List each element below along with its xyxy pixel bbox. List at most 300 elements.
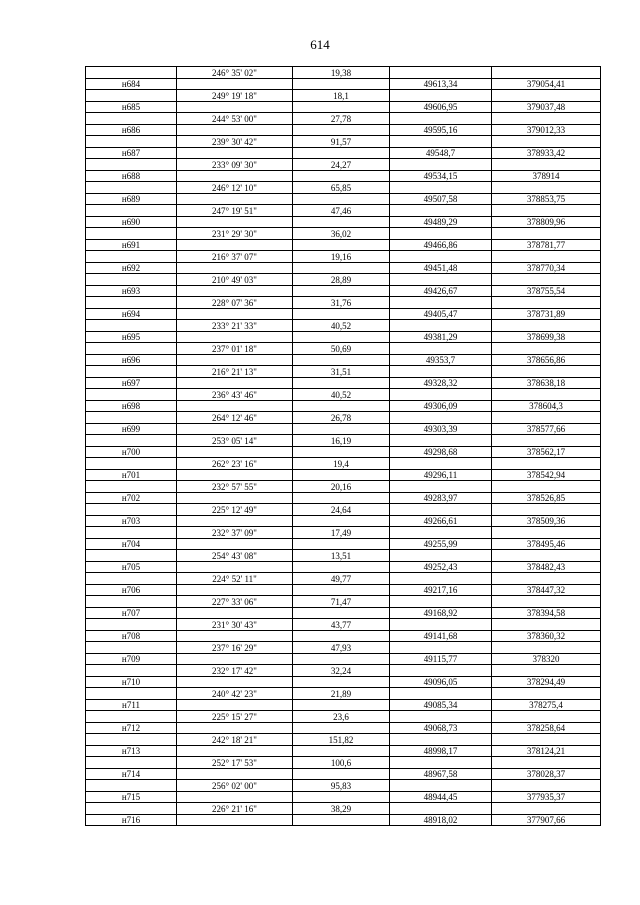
direction-angle-cell: 225° 15' 27" xyxy=(177,711,293,723)
point-id-cell: н696 xyxy=(86,354,177,366)
direction-angle-cell: 244° 53' 00" xyxy=(177,113,293,125)
empty-cell xyxy=(177,354,293,366)
point-id-cell: н694 xyxy=(86,308,177,320)
segment-length-cell: 18,1 xyxy=(293,90,390,102)
empty-cell xyxy=(293,469,390,481)
empty-cell xyxy=(177,308,293,320)
y-coordinate-cell: 378638,18 xyxy=(492,377,601,389)
empty-cell xyxy=(390,619,492,631)
x-coordinate-cell: 48967,58 xyxy=(390,768,492,780)
empty-cell xyxy=(390,136,492,148)
empty-cell xyxy=(390,665,492,677)
y-coordinate-cell: 377935,37 xyxy=(492,791,601,803)
y-coordinate-cell: 378495,46 xyxy=(492,538,601,550)
empty-cell xyxy=(293,699,390,711)
x-coordinate-cell: 49595,16 xyxy=(390,124,492,136)
empty-cell xyxy=(293,239,390,251)
empty-cell xyxy=(177,101,293,113)
y-coordinate-cell: 378577,66 xyxy=(492,423,601,435)
page-number: 614 xyxy=(310,37,330,52)
x-coordinate-cell: 49328,32 xyxy=(390,377,492,389)
point-row xyxy=(86,607,601,619)
point-row xyxy=(86,538,601,550)
point-id-cell: н685 xyxy=(86,101,177,113)
empty-cell xyxy=(293,124,390,136)
y-coordinate-cell: 378809,96 xyxy=(492,216,601,228)
empty-cell xyxy=(390,734,492,746)
empty-cell xyxy=(177,676,293,688)
x-coordinate-cell: 49381,29 xyxy=(390,331,492,343)
empty-cell xyxy=(86,711,177,723)
empty-cell xyxy=(492,205,601,217)
point-row xyxy=(86,814,601,826)
y-coordinate-cell: 378320 xyxy=(492,653,601,665)
point-id-cell: н701 xyxy=(86,469,177,481)
point-row xyxy=(86,216,601,228)
empty-cell xyxy=(86,343,177,355)
direction-angle-cell: 247° 19' 51" xyxy=(177,205,293,217)
point-row xyxy=(86,124,601,136)
empty-cell xyxy=(293,538,390,550)
x-coordinate-cell: 49168,92 xyxy=(390,607,492,619)
empty-cell xyxy=(293,492,390,504)
empty-cell xyxy=(86,757,177,769)
direction-angle-cell: 227° 33' 06" xyxy=(177,596,293,608)
empty-cell xyxy=(177,377,293,389)
empty-cell xyxy=(390,343,492,355)
x-coordinate-cell: 49266,61 xyxy=(390,515,492,527)
empty-cell xyxy=(492,136,601,148)
empty-cell xyxy=(390,458,492,470)
empty-cell xyxy=(492,642,601,654)
empty-cell xyxy=(492,734,601,746)
segment-row xyxy=(86,389,601,401)
segment-row xyxy=(86,642,601,654)
point-row xyxy=(86,699,601,711)
point-row xyxy=(86,630,601,642)
empty-cell xyxy=(86,481,177,493)
empty-cell xyxy=(177,469,293,481)
y-coordinate-cell: 378360,32 xyxy=(492,630,601,642)
empty-cell xyxy=(177,239,293,251)
segment-length-cell: 24,27 xyxy=(293,159,390,171)
empty-cell xyxy=(293,814,390,826)
empty-cell xyxy=(177,745,293,757)
empty-cell xyxy=(492,435,601,447)
y-coordinate-cell: 378509,36 xyxy=(492,515,601,527)
point-id-cell: н703 xyxy=(86,515,177,527)
empty-cell xyxy=(177,78,293,90)
empty-cell xyxy=(492,481,601,493)
point-row xyxy=(86,239,601,251)
point-id-cell: н700 xyxy=(86,446,177,458)
segment-row xyxy=(86,596,601,608)
segment-row xyxy=(86,757,601,769)
empty-cell xyxy=(492,550,601,562)
segment-length-cell: 13,51 xyxy=(293,550,390,562)
y-coordinate-cell: 379012,33 xyxy=(492,124,601,136)
y-coordinate-cell: 378447,32 xyxy=(492,584,601,596)
direction-angle-cell: 231° 30' 43" xyxy=(177,619,293,631)
empty-cell xyxy=(492,803,601,815)
empty-cell xyxy=(293,101,390,113)
empty-cell xyxy=(177,814,293,826)
empty-cell xyxy=(390,274,492,286)
point-row xyxy=(86,308,601,320)
empty-cell xyxy=(390,251,492,263)
empty-cell xyxy=(390,159,492,171)
empty-cell xyxy=(293,607,390,619)
empty-cell xyxy=(390,757,492,769)
segment-length-cell: 28,89 xyxy=(293,274,390,286)
segment-row xyxy=(86,780,601,792)
point-row xyxy=(86,147,601,159)
empty-cell xyxy=(86,435,177,447)
point-id-cell: н687 xyxy=(86,147,177,159)
empty-cell xyxy=(492,573,601,585)
point-row xyxy=(86,354,601,366)
empty-cell xyxy=(293,400,390,412)
empty-cell xyxy=(86,780,177,792)
empty-cell xyxy=(293,78,390,90)
x-coordinate-cell: 49507,58 xyxy=(390,193,492,205)
point-id-cell: н689 xyxy=(86,193,177,205)
empty-cell xyxy=(86,504,177,516)
empty-cell xyxy=(86,550,177,562)
empty-cell xyxy=(390,412,492,424)
direction-angle-cell: 226° 21' 16" xyxy=(177,803,293,815)
empty-cell xyxy=(293,193,390,205)
x-coordinate-cell: 49296,11 xyxy=(390,469,492,481)
y-coordinate-cell: 378914 xyxy=(492,170,601,182)
direction-angle-cell: 236° 43' 46" xyxy=(177,389,293,401)
empty-cell xyxy=(390,642,492,654)
empty-cell xyxy=(492,596,601,608)
empty-cell xyxy=(293,653,390,665)
empty-cell xyxy=(390,803,492,815)
empty-cell xyxy=(86,297,177,309)
point-row xyxy=(86,768,601,780)
empty-cell xyxy=(492,504,601,516)
segment-length-cell: 43,77 xyxy=(293,619,390,631)
segment-row xyxy=(86,297,601,309)
empty-cell xyxy=(492,297,601,309)
segment-length-cell: 19,16 xyxy=(293,251,390,263)
empty-cell xyxy=(492,711,601,723)
point-row xyxy=(86,193,601,205)
empty-cell xyxy=(492,343,601,355)
point-row xyxy=(86,170,601,182)
point-row xyxy=(86,676,601,688)
segment-length-cell: 95,83 xyxy=(293,780,390,792)
segment-row xyxy=(86,274,601,286)
empty-cell xyxy=(492,274,601,286)
empty-cell xyxy=(86,803,177,815)
point-row xyxy=(86,331,601,343)
empty-cell xyxy=(86,159,177,171)
empty-cell xyxy=(390,481,492,493)
empty-cell xyxy=(293,630,390,642)
direction-angle-cell: 232° 57' 55" xyxy=(177,481,293,493)
empty-cell xyxy=(492,320,601,332)
direction-angle-cell: 246° 12' 10" xyxy=(177,182,293,194)
empty-cell xyxy=(293,515,390,527)
segment-length-cell: 49,77 xyxy=(293,573,390,585)
point-row xyxy=(86,722,601,734)
empty-cell xyxy=(86,412,177,424)
empty-cell xyxy=(293,216,390,228)
empty-cell xyxy=(390,366,492,378)
x-coordinate-cell: 49489,29 xyxy=(390,216,492,228)
direction-angle-cell: 237° 16' 29" xyxy=(177,642,293,654)
empty-cell xyxy=(177,124,293,136)
x-coordinate-cell: 49096,05 xyxy=(390,676,492,688)
point-id-cell: н702 xyxy=(86,492,177,504)
empty-cell xyxy=(492,527,601,539)
segment-length-cell: 26,78 xyxy=(293,412,390,424)
segment-row xyxy=(86,458,601,470)
segment-length-cell: 38,29 xyxy=(293,803,390,815)
point-id-cell: н707 xyxy=(86,607,177,619)
x-coordinate-cell: 48944,45 xyxy=(390,791,492,803)
empty-cell xyxy=(177,768,293,780)
y-coordinate-cell: 378542,94 xyxy=(492,469,601,481)
segment-length-cell: 32,24 xyxy=(293,665,390,677)
empty-cell xyxy=(177,423,293,435)
x-coordinate-cell: 48998,17 xyxy=(390,745,492,757)
empty-cell xyxy=(492,757,601,769)
segment-row xyxy=(86,550,601,562)
empty-cell xyxy=(492,366,601,378)
segment-row xyxy=(86,320,601,332)
point-row xyxy=(86,262,601,274)
empty-cell xyxy=(177,699,293,711)
direction-angle-cell: 237° 01' 18" xyxy=(177,343,293,355)
segment-length-cell: 20,16 xyxy=(293,481,390,493)
empty-cell xyxy=(390,389,492,401)
x-coordinate-cell: 49534,15 xyxy=(390,170,492,182)
empty-cell xyxy=(293,354,390,366)
empty-cell xyxy=(86,527,177,539)
empty-cell xyxy=(177,147,293,159)
segment-length-cell: 21,89 xyxy=(293,688,390,700)
x-coordinate-cell: 49255,99 xyxy=(390,538,492,550)
point-row xyxy=(86,285,601,297)
y-coordinate-cell: 378526,85 xyxy=(492,492,601,504)
empty-cell xyxy=(177,193,293,205)
y-coordinate-cell: 378770,34 xyxy=(492,262,601,274)
empty-cell xyxy=(492,458,601,470)
x-coordinate-cell: 49217,16 xyxy=(390,584,492,596)
y-coordinate-cell: 378604,3 xyxy=(492,400,601,412)
segment-length-cell: 100,6 xyxy=(293,757,390,769)
empty-cell xyxy=(86,205,177,217)
empty-cell xyxy=(390,688,492,700)
empty-cell xyxy=(293,147,390,159)
direction-angle-cell: 224° 52' 11" xyxy=(177,573,293,585)
segment-length-cell: 19,38 xyxy=(293,67,390,79)
segment-row xyxy=(86,573,601,585)
empty-cell xyxy=(390,297,492,309)
segment-length-cell: 65,85 xyxy=(293,182,390,194)
direction-angle-cell: 240° 42' 23" xyxy=(177,688,293,700)
point-id-cell: н698 xyxy=(86,400,177,412)
y-coordinate-cell: 377907,66 xyxy=(492,814,601,826)
empty-cell xyxy=(86,458,177,470)
y-coordinate-cell: 379037,48 xyxy=(492,101,601,113)
point-row xyxy=(86,561,601,573)
segment-length-cell: 31,51 xyxy=(293,366,390,378)
empty-cell xyxy=(293,170,390,182)
x-coordinate-cell: 49613,34 xyxy=(390,78,492,90)
segment-row xyxy=(86,412,601,424)
empty-cell xyxy=(177,285,293,297)
empty-cell xyxy=(492,619,601,631)
point-id-cell: н710 xyxy=(86,676,177,688)
segment-length-cell: 24,64 xyxy=(293,504,390,516)
empty-cell xyxy=(390,228,492,240)
x-coordinate-cell: 49466,86 xyxy=(390,239,492,251)
empty-cell xyxy=(86,389,177,401)
point-id-cell: н695 xyxy=(86,331,177,343)
empty-cell xyxy=(492,159,601,171)
direction-angle-cell: 228° 07' 36" xyxy=(177,297,293,309)
point-id-cell: н697 xyxy=(86,377,177,389)
segment-row xyxy=(86,504,601,516)
segment-length-cell: 50,69 xyxy=(293,343,390,355)
segment-row xyxy=(86,228,601,240)
point-row xyxy=(86,791,601,803)
y-coordinate-cell: 378294,49 xyxy=(492,676,601,688)
empty-cell xyxy=(177,170,293,182)
point-row xyxy=(86,653,601,665)
point-id-cell: н711 xyxy=(86,699,177,711)
segment-row xyxy=(86,665,601,677)
empty-cell xyxy=(177,400,293,412)
segment-length-cell: 47,46 xyxy=(293,205,390,217)
empty-cell xyxy=(86,734,177,746)
x-coordinate-cell: 49115,77 xyxy=(390,653,492,665)
segment-row xyxy=(86,619,601,631)
x-coordinate-cell: 49405,47 xyxy=(390,308,492,320)
empty-cell xyxy=(177,515,293,527)
direction-angle-cell: 216° 37' 07" xyxy=(177,251,293,263)
point-id-cell: н684 xyxy=(86,78,177,90)
segment-length-cell: 19,4 xyxy=(293,458,390,470)
empty-cell xyxy=(86,136,177,148)
empty-cell xyxy=(293,423,390,435)
point-row xyxy=(86,492,601,504)
segment-row xyxy=(86,734,601,746)
direction-angle-cell: 252° 17' 53" xyxy=(177,757,293,769)
empty-cell xyxy=(390,780,492,792)
empty-cell xyxy=(177,538,293,550)
empty-cell xyxy=(390,182,492,194)
point-id-cell: н693 xyxy=(86,285,177,297)
empty-cell xyxy=(492,665,601,677)
y-coordinate-cell: 378731,89 xyxy=(492,308,601,320)
segment-row xyxy=(86,527,601,539)
x-coordinate-cell: 49252,43 xyxy=(390,561,492,573)
empty-cell xyxy=(390,596,492,608)
y-coordinate-cell: 378656,86 xyxy=(492,354,601,366)
segment-row xyxy=(86,688,601,700)
empty-cell xyxy=(390,67,492,79)
empty-cell xyxy=(177,216,293,228)
point-id-cell: н705 xyxy=(86,561,177,573)
empty-cell xyxy=(177,630,293,642)
y-coordinate-cell: 378275,4 xyxy=(492,699,601,711)
empty-cell xyxy=(390,711,492,723)
segment-row xyxy=(86,711,601,723)
direction-angle-cell: 246° 35' 02" xyxy=(177,67,293,79)
empty-cell xyxy=(86,619,177,631)
segment-length-cell: 23,6 xyxy=(293,711,390,723)
empty-cell xyxy=(86,274,177,286)
x-coordinate-cell: 49451,48 xyxy=(390,262,492,274)
segment-row xyxy=(86,481,601,493)
direction-angle-cell: 225° 12' 49" xyxy=(177,504,293,516)
direction-angle-cell: 216° 21' 13" xyxy=(177,366,293,378)
x-coordinate-cell: 49298,68 xyxy=(390,446,492,458)
segment-row xyxy=(86,366,601,378)
x-coordinate-cell: 48918,02 xyxy=(390,814,492,826)
empty-cell xyxy=(293,561,390,573)
point-row xyxy=(86,584,601,596)
empty-cell xyxy=(86,67,177,79)
y-coordinate-cell: 378933,42 xyxy=(492,147,601,159)
empty-cell xyxy=(492,389,601,401)
empty-cell xyxy=(390,205,492,217)
empty-cell xyxy=(177,722,293,734)
x-coordinate-cell: 49303,39 xyxy=(390,423,492,435)
point-id-cell: н708 xyxy=(86,630,177,642)
point-id-cell: н712 xyxy=(86,722,177,734)
point-row xyxy=(86,101,601,113)
empty-cell xyxy=(293,446,390,458)
point-row xyxy=(86,400,601,412)
empty-cell xyxy=(177,262,293,274)
empty-cell xyxy=(177,607,293,619)
y-coordinate-cell: 378258,64 xyxy=(492,722,601,734)
segment-row xyxy=(86,136,601,148)
empty-cell xyxy=(492,90,601,102)
empty-cell xyxy=(86,573,177,585)
empty-cell xyxy=(492,67,601,79)
segment-row xyxy=(86,159,601,171)
empty-cell xyxy=(293,331,390,343)
segment-length-cell: 40,52 xyxy=(293,320,390,332)
point-id-cell: н692 xyxy=(86,262,177,274)
empty-cell xyxy=(86,665,177,677)
segment-length-cell: 31,76 xyxy=(293,297,390,309)
y-coordinate-cell: 378755,54 xyxy=(492,285,601,297)
empty-cell xyxy=(492,182,601,194)
y-coordinate-cell: 379054,41 xyxy=(492,78,601,90)
empty-cell xyxy=(177,492,293,504)
segment-row xyxy=(86,182,601,194)
direction-angle-cell: 253° 05' 14" xyxy=(177,435,293,447)
direction-angle-cell: 249° 19' 18" xyxy=(177,90,293,102)
segment-length-cell: 17,49 xyxy=(293,527,390,539)
direction-angle-cell: 232° 17' 42" xyxy=(177,665,293,677)
segment-row xyxy=(86,251,601,263)
y-coordinate-cell: 378028,37 xyxy=(492,768,601,780)
direction-angle-cell: 210° 49' 03" xyxy=(177,274,293,286)
empty-cell xyxy=(492,113,601,125)
point-id-cell: н716 xyxy=(86,814,177,826)
empty-cell xyxy=(390,550,492,562)
